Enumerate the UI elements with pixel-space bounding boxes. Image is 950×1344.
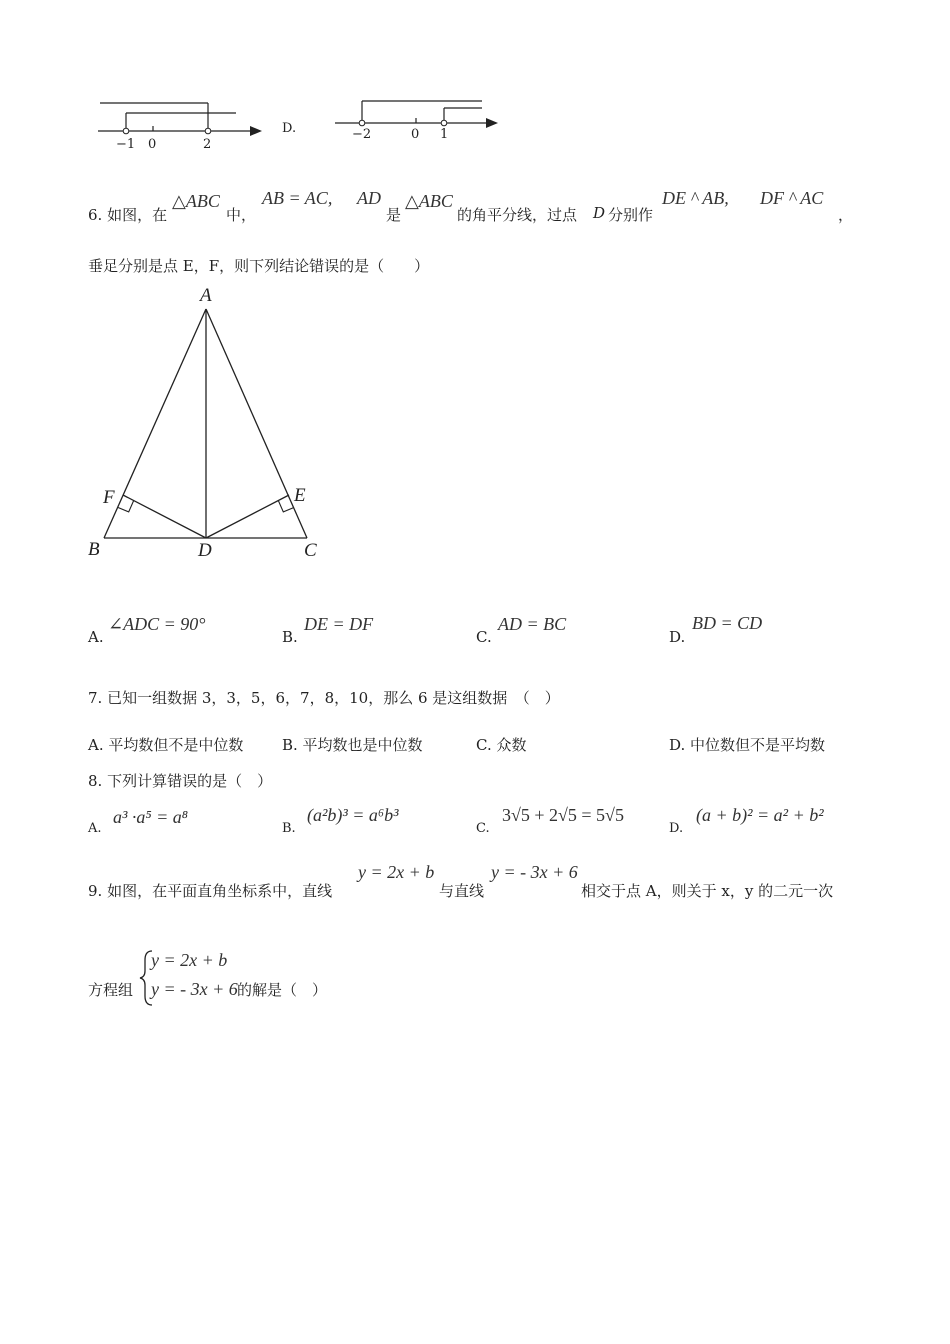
- vertex-label-e: E: [294, 485, 306, 506]
- option-letter: D.: [282, 121, 297, 136]
- q6-triangle: △ABC: [172, 191, 220, 211]
- q7-option-c: C. 众数: [476, 736, 527, 754]
- q8-stem: 8. 下列计算错误的是（ ）: [88, 772, 273, 790]
- tick-label: 0: [411, 127, 420, 142]
- q6-option-d-letter: D.: [669, 628, 686, 646]
- q9-text: 与直线: [439, 882, 485, 900]
- q7-option-a: A. 平均数但不是中位数: [88, 736, 244, 754]
- q8-option-a-letter: A.: [88, 821, 102, 836]
- q9-text: 的解是（ ）: [237, 981, 328, 999]
- tick-label: −2: [352, 127, 372, 142]
- q9-system-eq1: y = 2x + b: [151, 950, 228, 970]
- vertex-label-c: C: [304, 540, 317, 561]
- q6-perp1: DE ^ AB,: [662, 188, 729, 208]
- q6-option-d: BD = CD: [692, 613, 763, 633]
- q9-text: 方程组: [88, 981, 134, 999]
- q6-line2: 垂足分别是点 E，F，则下列结论错误的是（ ）: [88, 257, 430, 275]
- q8-option-b: (a²b)³ = a⁶b³: [307, 805, 399, 825]
- q6-point-d: D: [593, 204, 606, 222]
- q9-system-eq2: y = - 3x + 6: [151, 979, 238, 999]
- tick-label: 0: [148, 137, 157, 152]
- q6-text: 分别作: [608, 206, 654, 224]
- q6-text: 中，: [226, 206, 257, 224]
- q9-line2: y = - 3x + 6: [491, 862, 578, 882]
- q7-option-d: D. 中位数但不是平均数: [669, 736, 826, 754]
- q6-text: ，: [838, 206, 854, 224]
- q6-triangle: △ABC: [405, 191, 453, 211]
- q9-number: 9. 如图，在平面直角坐标系中，直线: [88, 882, 333, 900]
- q8-option-c-letter: C.: [476, 821, 490, 836]
- q6-perp2: DF ^ AC: [760, 188, 824, 208]
- q6-option-a-letter: A.: [88, 628, 104, 646]
- q6-ad: AD: [357, 188, 381, 208]
- vertex-label-f: F: [103, 487, 115, 508]
- tick-label: 2: [203, 137, 212, 152]
- q9-line1: y = 2x + b: [358, 862, 435, 882]
- q7-option-b: B. 平均数也是中位数: [282, 736, 423, 754]
- q6-number: 6. 如图，在: [88, 206, 168, 224]
- vertex-label-a: A: [200, 285, 212, 306]
- q6-text: 是: [386, 206, 402, 224]
- vertex-label-d: D: [198, 540, 212, 561]
- q6-equation: AB = AC,: [262, 188, 333, 208]
- q6-option-a: ∠ADC = 90°: [108, 614, 206, 634]
- q6-option-b-letter: B.: [282, 628, 298, 646]
- q8-option-a: a³ ·a⁵ = a⁸: [113, 807, 189, 827]
- q6-option-c: AD = BC: [498, 614, 567, 634]
- q9-text: 相交于点 A，则关于 x，y 的二元一次: [581, 882, 834, 900]
- vertex-label-b: B: [88, 539, 100, 560]
- q8-option-d-letter: D.: [669, 821, 684, 836]
- tick-label: −1: [116, 137, 136, 152]
- q8-option-d: (a + b)² = a² + b²: [696, 805, 824, 825]
- q6-text: 的角平分线，过点: [457, 206, 578, 224]
- q6-option-b: DE = DF: [304, 614, 374, 634]
- tick-label: 1: [440, 127, 449, 142]
- q6-option-c-letter: C.: [476, 628, 492, 646]
- q8-option-b-letter: B.: [282, 821, 296, 836]
- q8-option-c: 3√5 + 2√5 = 5√5: [502, 805, 624, 825]
- q7-stem: 7. 已知一组数据 3，3，5，6，7，8，10，那么 6 是这组数据 （ ）: [88, 689, 560, 707]
